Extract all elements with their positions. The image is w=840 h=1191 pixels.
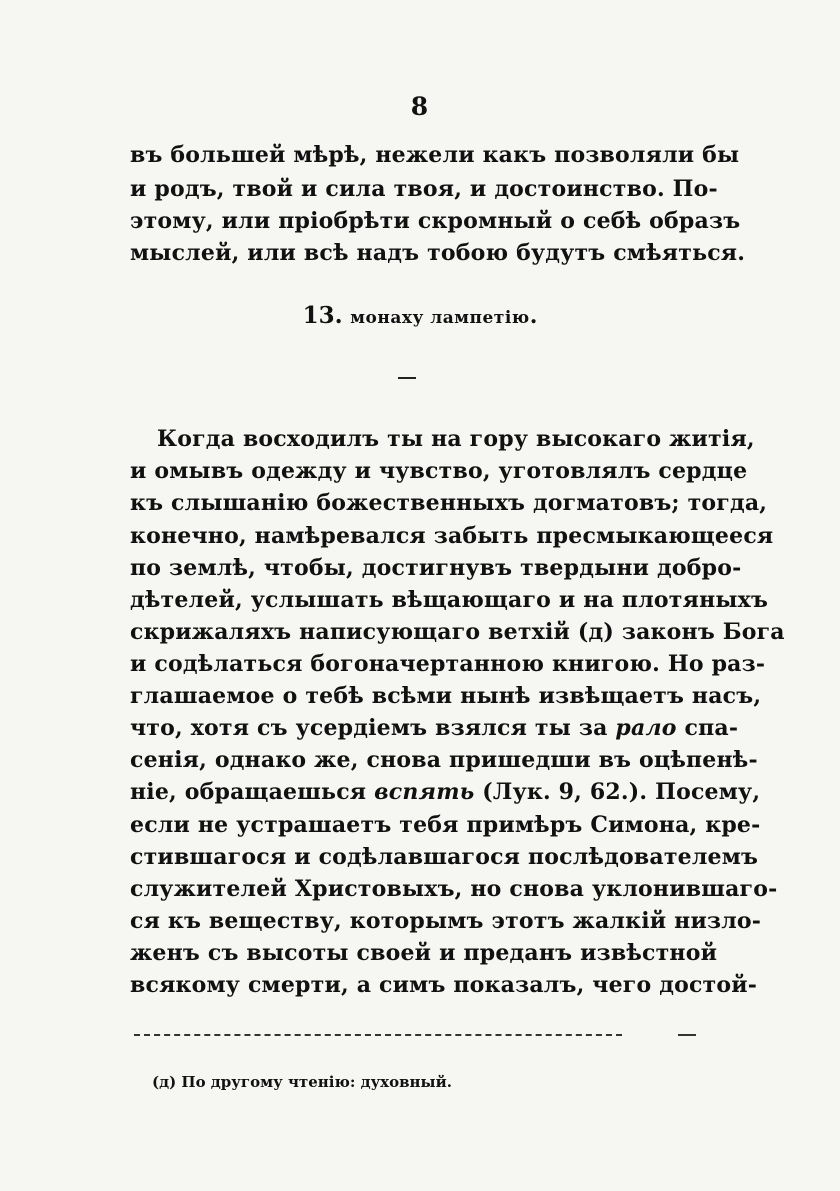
text-line: мыслей, или всѣ надъ тобою будутъ смѣяться. — [130, 240, 746, 266]
text-line: стившагося и содѣлавшагося послѣдователемъ — [130, 844, 759, 870]
text-segment: ніе, обращаешься — [130, 779, 375, 805]
section-heading: 13. монаху лампетію. — [302, 302, 538, 329]
text-line: если не устрашаетъ тебя примѣръ Симона, кре- — [130, 812, 761, 838]
text-line: и содѣлаться богоначертанною книгою. Но раз- — [130, 651, 766, 677]
footnote-rule — [134, 1034, 622, 1036]
footnote: (д) По другому чтенію: духовный. — [152, 1073, 452, 1091]
text-segment: (Лук. 9, 62.). Посему, — [474, 779, 761, 805]
text-line: всякому смерти, а симъ показалъ, чего достой- — [130, 972, 758, 998]
text-line: служителей Христовыхъ, но снова уклонившаго- — [130, 876, 778, 902]
text-line: женъ съ высоты своей и преданъ извѣстной — [130, 940, 718, 966]
italic-word: вспять — [374, 779, 475, 805]
text-line: этому, или пріобрѣти скромный о себѣ образъ — [130, 208, 741, 234]
section-number: 13. — [302, 302, 343, 329]
text-line: дѣтелей, услышать вѣщающаго и на плотяныхъ — [130, 587, 769, 613]
text-line: глашаемое о тебѣ всѣми нынѣ извѣщаетъ насъ, — [130, 683, 762, 709]
text-segment: что, хотя съ усердіемъ взялся ты за — [130, 715, 616, 741]
text-line: Когда восходилъ ты на гору высокаго житія, — [157, 426, 755, 452]
text-line: и омывъ одежду и чувство, уготовлялъ сердце — [130, 458, 748, 484]
text-line: и родъ, твой и сила твоя, и достоинство. По- — [130, 176, 718, 202]
text-line: въ большей мѣрѣ, нежели какъ позволяли бы — [130, 142, 740, 168]
text-line: скрижаляхъ написующаго ветхій (д) законъ Бога — [130, 619, 785, 645]
page-number: 8 — [410, 92, 430, 121]
section-title: монаху лампетію — [350, 308, 530, 328]
text-line: къ слышанію божественныхъ догматовъ; тогда, — [130, 490, 768, 516]
text-segment: спа- — [676, 715, 739, 741]
text-line — [130, 715, 739, 741]
section-separator — [398, 377, 416, 379]
text-line: сенія, однако же, снова пришедши въ оцѣпенѣ- — [130, 747, 758, 773]
text-line: ся къ веществу, которымъ этотъ жалкій низло- — [130, 908, 762, 934]
text-line: конечно, намѣревался забыть пресмыкающееся — [130, 523, 774, 549]
text-line — [130, 779, 761, 805]
footnote-rule-end — [678, 1034, 696, 1036]
italic-word: рало — [615, 715, 677, 741]
text-line: по землѣ, чтобы, достигнувъ твердыни добро- — [130, 555, 742, 581]
